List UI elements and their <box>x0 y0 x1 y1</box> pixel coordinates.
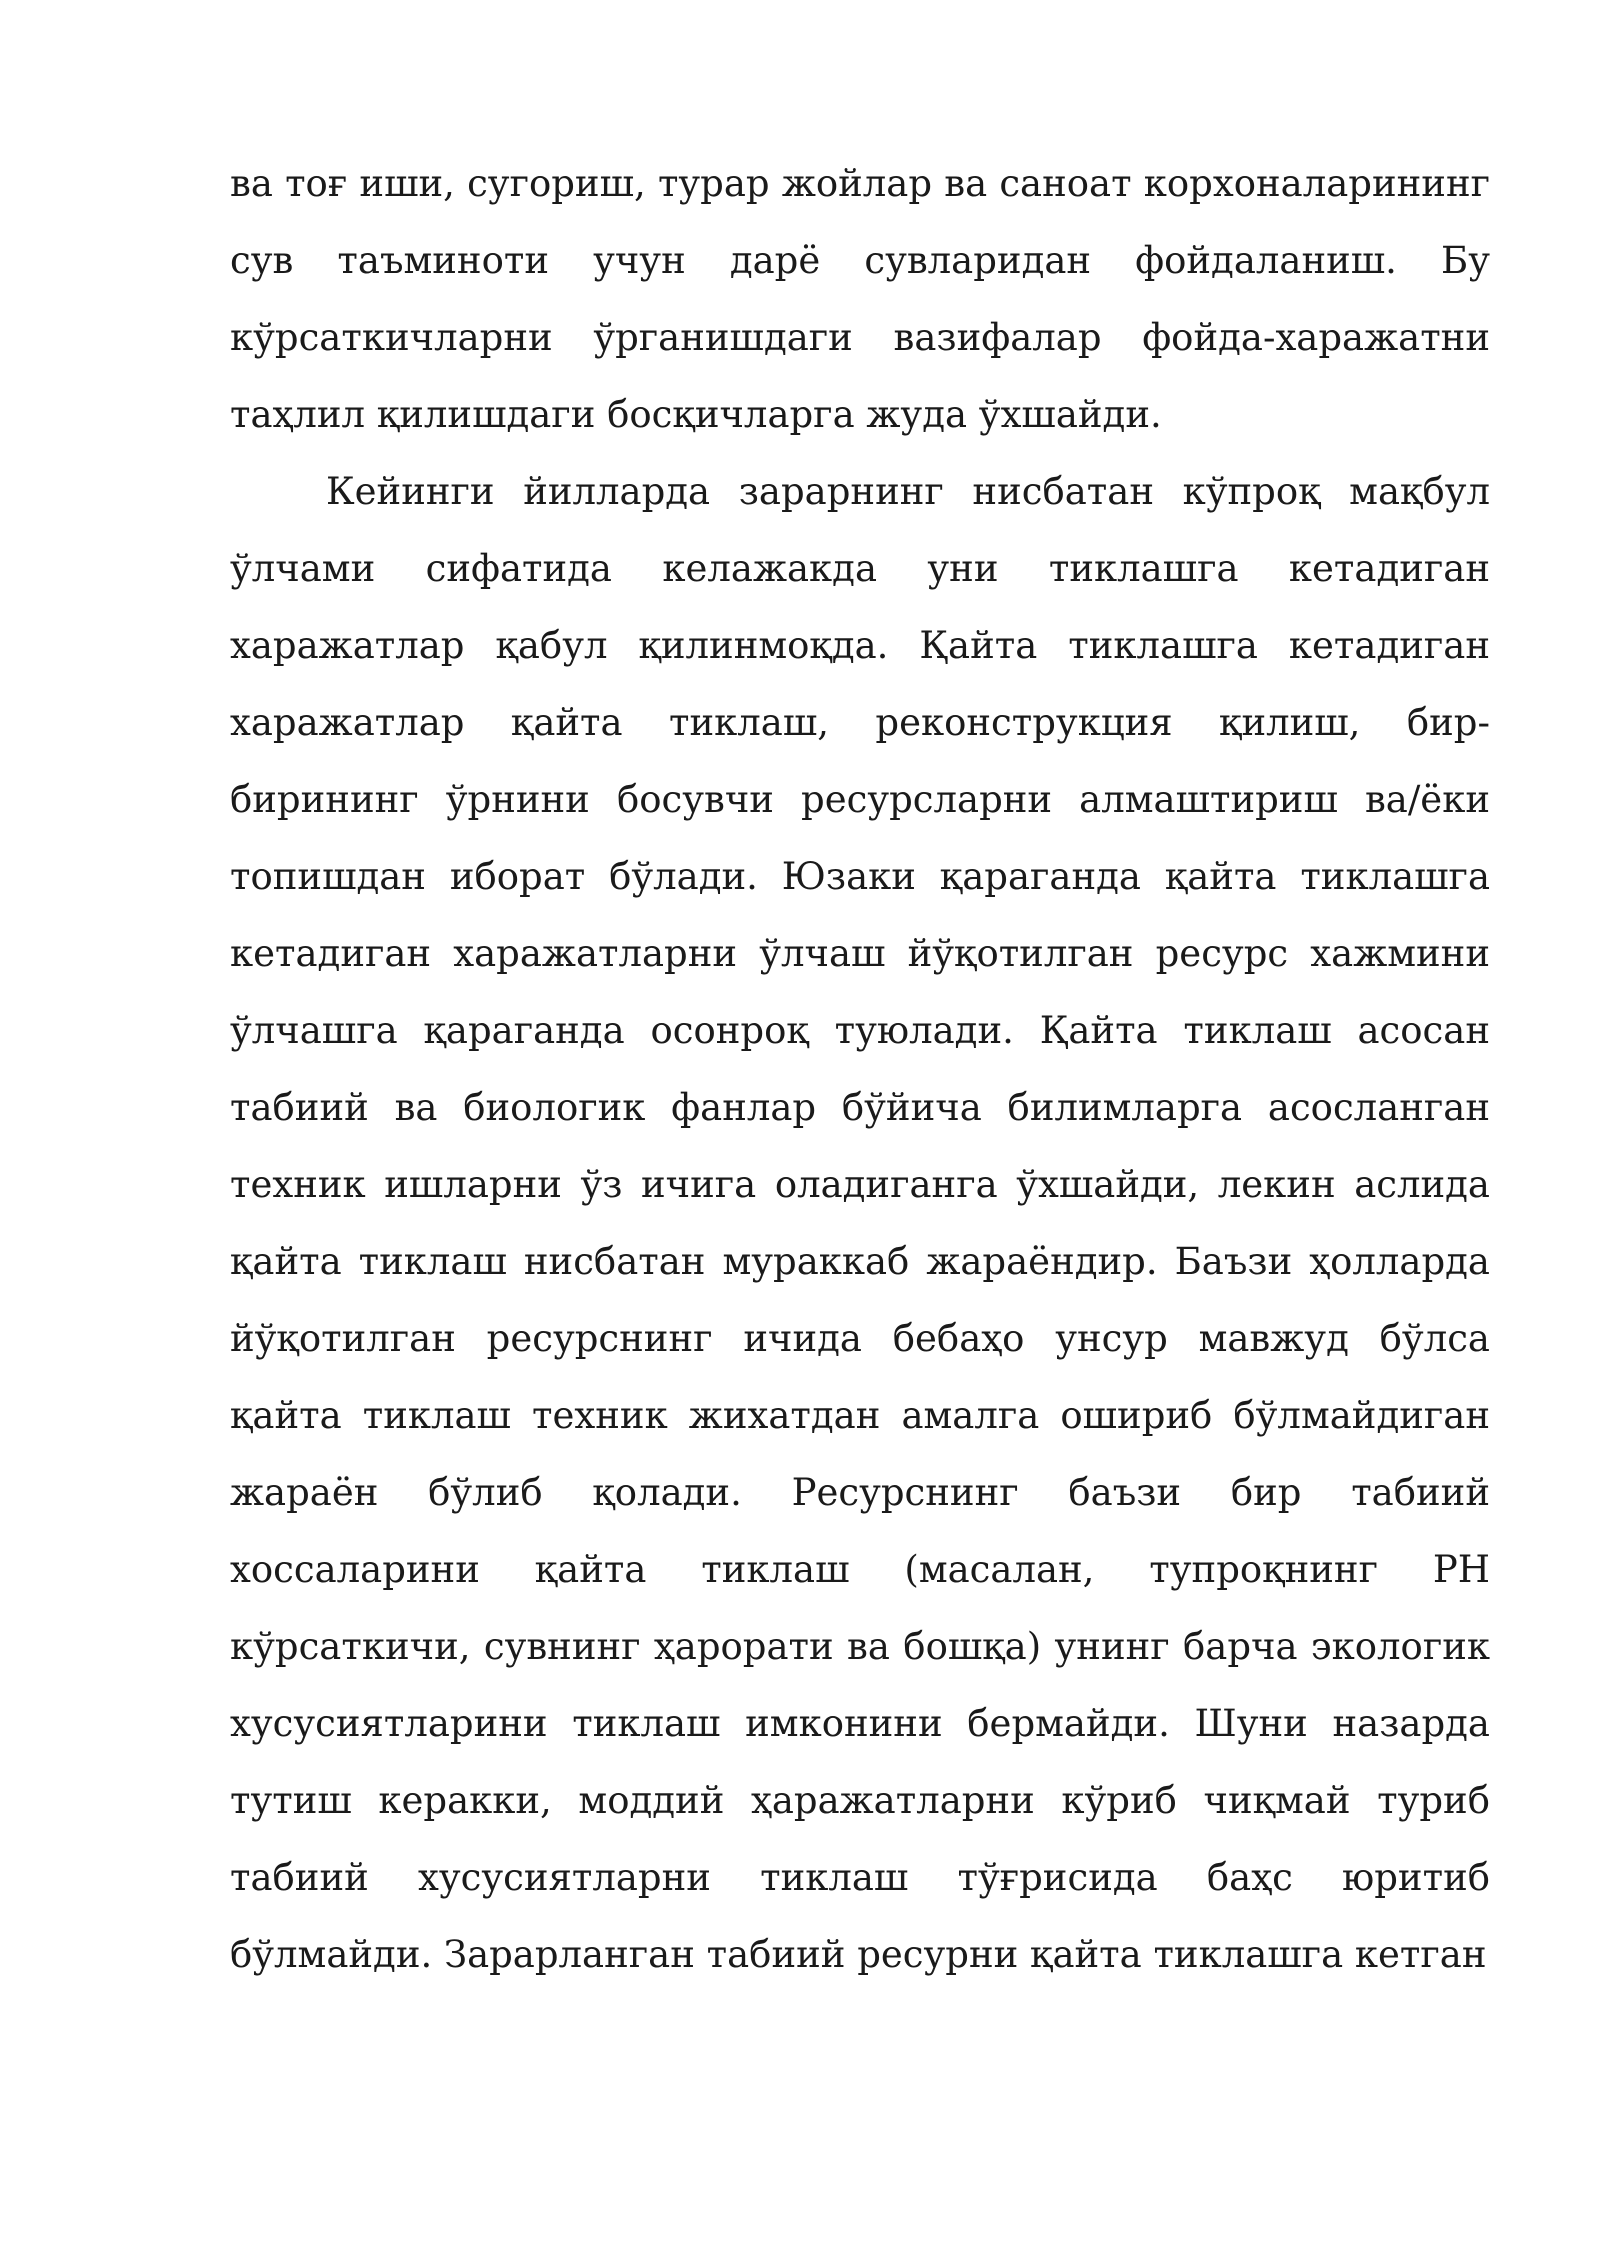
paragraph-continuation: ва тоғ иши, сугориш, турар жойлар ва саноат корхоналарининг сув таъминоти учун дарё сувларидан фойдаланиш. Бу кўрсаткичларни ўрганишдаги вазифалар фойда-харажатни таҳлил қилишдаги босқичларга жуда ўхшайди. <box>230 162 1490 436</box>
paragraph-restoration-costs: Кейинги йилларда зарарнинг нисбатан кўпроқ мақбул ўлчами сифатида келажакда уни тиклашга кетадиган харажатлар қабул қилинмоқда. Қайта тиклашга кетадиган харажатлар қайта тиклаш, реконструкция қилиш, бир-бирининг ўрнини босувчи ресурсларни алмаштириш ва/ёки топишдан иборат бўлади. Юзаки қараганда қайта тиклашга кетадиган харажатларни ўлчаш йўқотилган ресурс хажмини ўлчашга қараганда осонроқ туюлади. Қайта тиклаш асосан табиий ва биологик фанлар бўйича билимларга асосланган техник ишларни ўз ичига оладиганга ўхшайди, лекин аслида қайта тиклаш нисбатан мураккаб жараёндир. Баъзи ҳолларда йўқотилган ресурснинг ичида бебаҳо унсур мавжуд бўлса қайта тиклаш техник жихатдан амалга ошириб бўлмайдиган жараён бўлиб қолади. Ресурснинг баъзи бир табиий хоссаларини қайта тиклаш (масалан, тупроқнинг PH кўрсаткичи, сувнинг ҳарорати ва бошқа) унинг барча экологик хусусиятларини тиклаш имконини бермайди. Шуни назарда тутиш керакки, моддий ҳаражатларни кўриб чиқмай туриб табиий хусусиятларни тиклаш тўғрисида баҳс юритиб бўлмайди. Зарарланган табиий ресурни қайта тиклашга кетган <box>230 470 1490 1976</box>
body-text <box>230 145 1490 1993</box>
